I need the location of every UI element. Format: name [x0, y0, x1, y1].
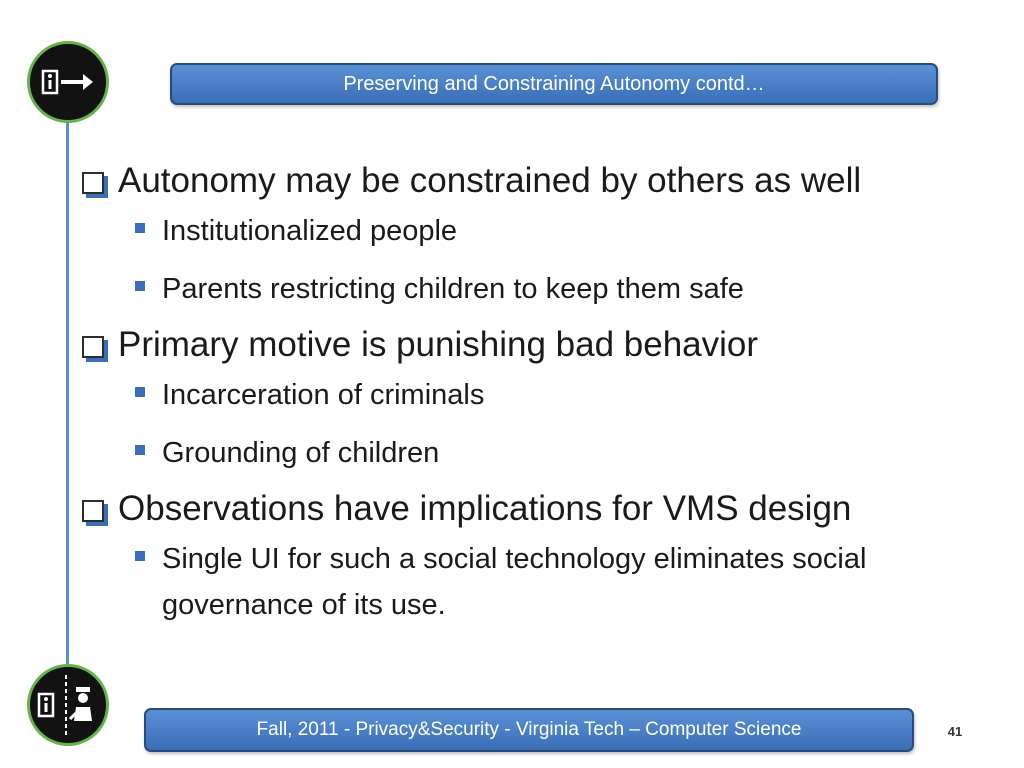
square-bullet-icon — [135, 551, 145, 561]
bullet-2-text: Primary motive is punishing bad behavior — [118, 325, 759, 364]
square-bullet-icon — [135, 223, 145, 233]
sub-bullet-3-1-text: Single UI for such a social technology eliminates social governance of its use. — [162, 543, 867, 621]
left-accent-line — [66, 120, 69, 668]
sub-bullet-1-2 — [80, 266, 1020, 312]
bullet-1-text: Autonomy may be constrained by others as well — [118, 161, 862, 200]
bullet-3-text: Observations have implications for VMS design — [118, 489, 852, 528]
bullet-list — [80, 152, 1020, 640]
sub-bullet-2-2-text: Grounding of children — [162, 437, 440, 469]
square-bullet-icon — [135, 445, 145, 455]
sub-bullet-2-1-text: Incarceration of criminals — [162, 379, 485, 411]
slide-title: Preserving and Constraining Autonomy contd… — [170, 63, 938, 105]
sub-bullet-3-1 — [80, 536, 1020, 628]
door-and-person-logo-icon — [27, 664, 109, 746]
page-number: 41 — [947, 724, 963, 739]
bullet-2 — [80, 324, 1020, 366]
sub-bullet-1-2-text: Parents restricting children to keep them safe — [162, 273, 744, 305]
sub-bullet-1-1 — [80, 208, 1020, 254]
sub-bullet-2-1 — [80, 372, 1020, 418]
sub-bullet-2-2 — [80, 430, 1020, 476]
square-bullet-icon — [135, 387, 145, 397]
square-bullet-icon — [135, 281, 145, 291]
bullet-1 — [80, 160, 1020, 202]
sub-bullet-1-1-text: Institutionalized people — [162, 215, 458, 247]
checkbox-bullet-icon — [82, 500, 104, 522]
slide-footer: Fall, 2011 - Privacy&Security - Virginia Tech – Computer Science — [144, 708, 914, 752]
bullet-3 — [80, 488, 1020, 530]
checkbox-bullet-icon — [82, 336, 104, 358]
checkbox-bullet-icon — [82, 172, 104, 194]
exit-door-logo-icon — [27, 41, 109, 123]
